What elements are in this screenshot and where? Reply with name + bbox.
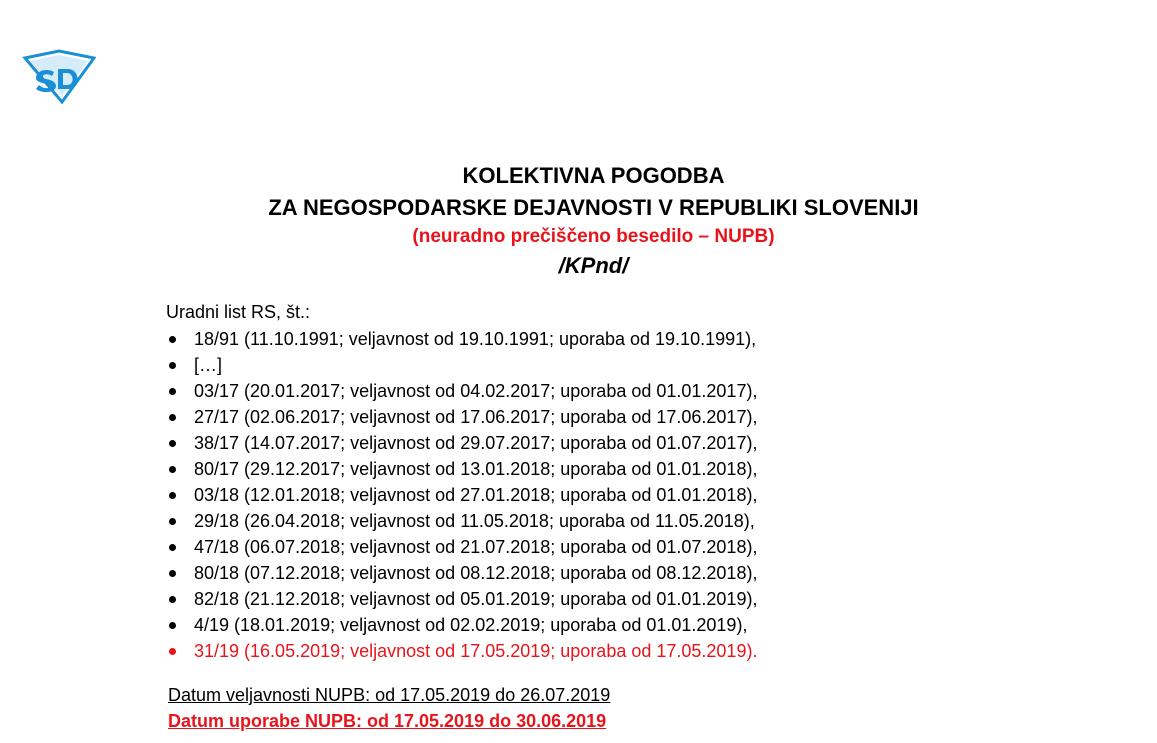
gazette-intro: Uradni list RS, št.: xyxy=(166,302,311,322)
list-item: 03/18 (12.01.2018; veljavnost od 27.01.2018; uporaba od 01.01.2018), xyxy=(166,482,757,508)
validity-date-line: Datum veljavnosti NUPB: od 17.05.2019 do 26.07.2019 xyxy=(168,685,611,705)
bullet-icon xyxy=(169,336,176,343)
application-date-line: Datum uporabe NUPB: od 17.05.2019 do 30.06.2019 xyxy=(168,711,607,731)
bullet-icon xyxy=(169,622,176,629)
list-item: 82/18 (21.12.2018; veljavnost od 05.01.2019; uporaba od 01.01.2019), xyxy=(166,586,757,612)
bullet-icon xyxy=(169,388,176,395)
title-line-1: KOLEKTIVNA POGODBA xyxy=(462,163,725,188)
title-line-2: ZA NEGOSPODARSKE DEJAVNOSTI V REPUBLIKI SLOVENIJI xyxy=(268,195,919,220)
bullet-icon xyxy=(169,466,176,473)
bullet-icon xyxy=(169,544,176,551)
list-item: 80/17 (29.12.2017; veljavnost od 13.01.2018; uporaba od 01.01.2018), xyxy=(166,456,757,482)
list-item: 47/18 (06.07.2018; veljavnost od 21.07.2018; uporaba od 01.07.2018), xyxy=(166,534,757,560)
list-item: 80/18 (07.12.2018; veljavnost od 08.12.2018; uporaba od 08.12.2018), xyxy=(166,560,757,586)
list-item-current: 31/19 (16.05.2019; veljavnost od 17.05.2019; uporaba od 17.05.2019). xyxy=(166,638,757,664)
bullet-icon xyxy=(169,648,176,655)
bullet-icon xyxy=(169,492,176,499)
list-item: […] xyxy=(166,352,757,378)
title-subtitle: (neuradno prečiščeno besedilo – NUPB) xyxy=(412,226,775,247)
title-acronym: /KPnd/ xyxy=(558,253,629,278)
bullet-icon xyxy=(169,414,176,421)
list-item: 4/19 (18.01.2019; veljavnost od 02.02.2019; uporaba od 01.01.2019), xyxy=(166,612,757,638)
document-title xyxy=(0,160,1157,282)
list-item: 38/17 (14.07.2017; veljavnost od 29.07.2017; uporaba od 01.07.2017), xyxy=(166,430,757,456)
list-item: 29/18 (26.04.2018; veljavnost od 11.05.2018; uporaba od 11.05.2018), xyxy=(166,508,757,534)
bullet-icon xyxy=(169,596,176,603)
list-item: 27/17 (02.06.2017; veljavnost od 17.06.2017; uporaba od 17.06.2017), xyxy=(166,404,757,430)
bullet-icon xyxy=(169,362,176,369)
bullet-icon xyxy=(169,440,176,447)
bullet-icon xyxy=(169,570,176,577)
gazette-list xyxy=(166,326,757,664)
bullet-icon xyxy=(169,518,176,525)
list-item: 18/91 (11.10.1991; veljavnost od 19.10.1991; uporaba od 19.10.1991), xyxy=(166,326,757,352)
sd-union-logo-icon xyxy=(22,48,96,104)
list-item: 03/17 (20.01.2017; veljavnost od 04.02.2017; uporaba od 01.01.2017), xyxy=(166,378,757,404)
